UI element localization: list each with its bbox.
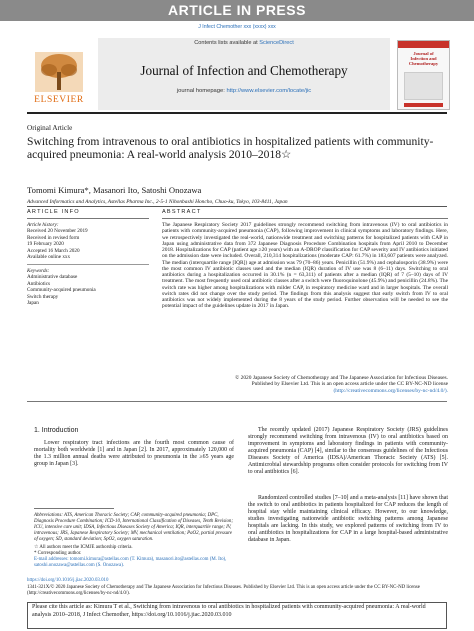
elsevier-wordmark: ELSEVIER: [34, 95, 84, 104]
copyright-line: Published by Elsevier Ltd. This is an open access article under the CC BY-NC-ND license: [251, 381, 448, 388]
cover-title-line2: Infection and: [410, 56, 437, 62]
history-item: Accepted 16 March 2020: [27, 247, 80, 254]
issn-line: 1341-321X/© 2020 Japanese Society of Chemotherapy and The Japanese Association for Infectious Diseases. Published by Elsevier Ltd. This is an open access article under the CC BY-NC-ND license (http://creativecommons.org/licenses/by-nc-nd/4.0/).: [27, 585, 420, 596]
star-footnote: ☆ All authors meet the ICMJE authorship criteria.: [34, 545, 133, 550]
journal-cover-thumbnail: [397, 40, 450, 110]
article-history: [27, 222, 88, 260]
article-info-heading: ARTICLE INFO: [27, 209, 80, 215]
history-item: Received 20 November 2019: [27, 228, 88, 235]
footnote-rule: [34, 508, 114, 509]
homepage-prefix: journal homepage:: [176, 88, 227, 94]
tree-icon: [27, 50, 91, 104]
doi-link[interactable]: https://doi.org/10.1016/j.jiac.2020.03.010: [27, 578, 109, 583]
keywords-rule: [27, 264, 149, 265]
copyright-line: © 2020 Japanese Society of Chemotherapy and The Japanese Association for Infectious Diseases.: [235, 375, 448, 381]
email-footnote[interactable]: E-mail addresses: tomomi.kimura@astellas.com (T. Kimura), masanori.ito@astellas.com (M. Ito), satoshi.onozawa@astellas.com (S. Onozawa).: [34, 557, 227, 568]
keywords: [27, 268, 96, 306]
abstract-text: The Japanese Respiratory Society 2017 guidelines strongly recommend switching from intravenous (IV) to oral antibiotics in patients with community-acquired pneumonia (CAP), following improvement in clinical symptoms and laboratory findings. Here, we retrospectively investigated the real-world, nationwide treatment and switching patterns for hospitalized patients with CAP in Japan using administrative data from 372 Japanese Diagnosis Procedure Combination hospitals from April 2010 to December 2018. Hospitalizations for CAP (patient age ≥20 years) with an A-DROP classification for CAP severity and IV antibiotics initiated on the admission date were included. Overall, 210,314 hospitalizations (moderate CAP: 61.7%) in 183,607 patients were analyzed. The median (interquartile range [IQR]) age at admission was 79 (70–86) years. Penicillin (51.9%) and cephalosporin (38.9%) were the most common IV antibiotic classes used and the median (IQR) duration of IV use was 8 (6–11) days. Switching to oral antibiotics during a hospitalization occurred in 30.1% (n = 63,311) of patients after a median (IQR) of 7 (5–10) days of IV treatment. The most frequently used oral antibiotic classes after a switch were fluoroquinolone (45.9%) and penicillin (24.8%). The switch rate was higher among hospitalizations with milder CAP, in respiratory medicine ward and in larger hospitals. The overall switch rates did not change over the study period. The findings from this analysis suggest that early switch from IV to oral antibiotics was not widely implemented during the 8 years of the study period. Further observation will be needed to see the potential impact of the guidelines update in 2017 in Japan.: [162, 222, 448, 310]
footnotes: [34, 513, 234, 569]
article-type: Original Article: [27, 124, 73, 132]
elsevier-logo: [27, 50, 91, 104]
article-title: Switching from intravenous to oral antibiotics in hospitalized patients with community-acquired pneumonia: A real-world analysis 2010–2018☆: [27, 135, 434, 161]
abstract-end-rule: [27, 401, 447, 402]
cover-title-line3: Chemotherapy: [408, 61, 439, 67]
divider: [27, 206, 447, 207]
keyword-item: Community-acquired pneumonia: [27, 287, 96, 294]
homepage-link[interactable]: http://www.elsevier.com/locate/jic: [226, 88, 312, 94]
header-rule: [27, 112, 447, 114]
abstract-heading: ABSTRACT: [162, 209, 202, 215]
keyword-item: Antibiotics: [27, 280, 51, 287]
corresponding-footnote: * Corresponding author.: [34, 551, 82, 556]
keyword-item: Administrative database: [27, 274, 78, 281]
abbreviations-footnote: Abbreviations: ATS, American Thoracic Society; CAP, community-acquired pneumonia; DPC, Diagnosis Procedure Combination; ICD-10, International Classification of Diseases, Tenth Revision; ICU, intensive care unit; IDSA, Infectious Diseases Society of America; IQR, interquartile range; IV, intravenous; JRS, Japanese Respiratory Society; MV, mechanical ventilation; PaO2, partial pressure of oxygen; SD, standard deviation; SpO2, oxygen saturation.: [34, 513, 234, 542]
history-label: Article history:: [27, 222, 59, 228]
intro-left-paragraph: Lower respiratory tract infections are the fourth most common cause of mortality both worldwide [1] and in Japan [2]. In 2017, approximately 120,000 of the 1.3 million annual deaths were attributed to pneumonia in the ≥65 years age group in Japan [3].: [34, 440, 234, 467]
history-item: 19 February 2020: [27, 241, 64, 248]
homepage-line: [98, 88, 390, 94]
section-heading-introduction: 1. Introduction: [34, 427, 79, 434]
info-rule: [27, 218, 149, 219]
license-link[interactable]: (http://creativecommons.org/licenses/by-nc-nd/4.0/).: [333, 387, 448, 394]
affiliation: Advanced Informatics and Analytics, Astellas Pharma Inc., 2-5-1 Nihonbashi Honcho, Chuo-ku, Tokyo, 103-8411, Japan: [27, 199, 288, 205]
keyword-item: Japan: [27, 300, 39, 307]
history-item: Received in revised form: [27, 234, 80, 241]
sciencedirect-link[interactable]: ScienceDirect: [259, 40, 294, 46]
intro-right-paragraph-1: The recently updated (2017) Japanese Respiratory Society (JRS) guidelines strongly recommend switching from intravenous (IV) to oral antibiotics based on improvement in symptoms and laboratory findings in patients with community-acquired pneumonia (CAP) [4], similar to the consensus guidelines of the Infectious Diseases Society of America (IDSA)/American Thoracic Society (ATS) [5]. Antimicrobial stewardship programs often consider protocols for switching from IV to oral antibiotics [6].: [248, 427, 448, 475]
intro-right-paragraph-2: Randomized controlled studies [7–10] and a meta-analysis [11] have shown that the switch to oral antibiotics in patients hospitalized for CAP reduces the length of hospital stay while maintaining clinical efficacy. However, to our knowledge, studies investigating nationwide antibiotic switching patterns among Japanese hospitals are lacking. In this study, we explored patterns of switching from IV to oral antibiotics in hospitalizations for CAP in a large hospital-based administrative database in Japan.: [248, 495, 448, 543]
history-item: Available online xxx: [27, 254, 71, 261]
abstract-copyright: [162, 375, 448, 394]
journal-masthead: [98, 38, 390, 110]
journal-reference[interactable]: J Infect Chemother xxx (xxxx) xxx: [198, 24, 276, 30]
journal-title: Journal of Infection and Chemotherapy: [140, 63, 348, 78]
author-list: Tomomi Kimura*, Masanori Ito, Satoshi Onozawa: [27, 185, 202, 195]
keyword-item: Switch therapy: [27, 293, 59, 300]
contents-line: [98, 40, 390, 46]
keywords-label: Keywords:: [27, 268, 50, 274]
contents-prefix: Contents lists available at: [194, 40, 260, 46]
article-in-press-banner: ARTICLE IN PRESS: [0, 0, 474, 21]
citation-box: Please cite this article as: Kimura T et al., Switching from intravenous to oral antibiotics in hospitalized patients with community-acquired pneumonia: A real-world analysis 2010–2018, J Infect Chemother, https://doi.org/10.1016/j.jiac.2020.03.010: [27, 602, 447, 629]
abstract-rule: [162, 218, 448, 219]
cover-title-line1: Journal of: [413, 51, 434, 56]
